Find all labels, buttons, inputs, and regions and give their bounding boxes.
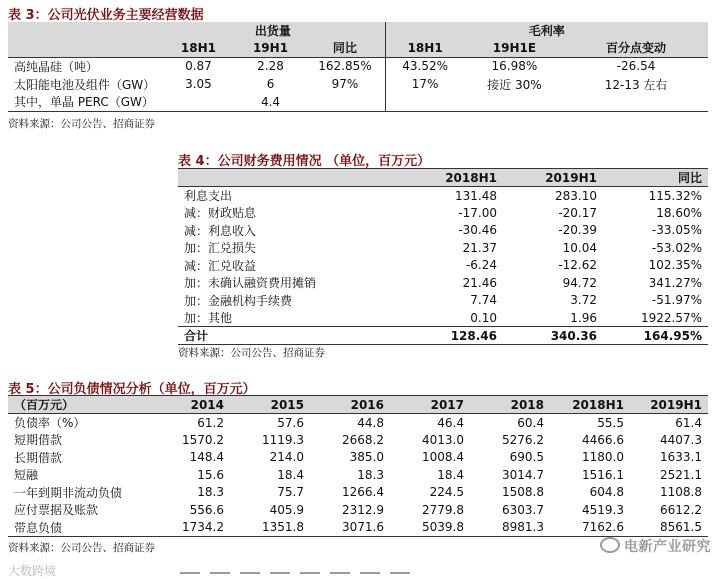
table-cell: 341.27% bbox=[648, 275, 702, 290]
row-label: 太阳能电池及组件（GW） bbox=[14, 77, 156, 92]
table-cell: 164.95% bbox=[643, 328, 702, 343]
table-cell: -30.46 bbox=[458, 223, 497, 238]
table-cell: -20.39 bbox=[558, 223, 597, 238]
table-row bbox=[178, 309, 708, 327]
row-label: 减：利息收入 bbox=[184, 223, 257, 238]
table-cell: 4.4 bbox=[260, 94, 281, 109]
table-cell: 1.96 bbox=[570, 310, 597, 325]
table-cell: 75.7 bbox=[277, 485, 304, 500]
table-cell: 94.72 bbox=[562, 275, 597, 290]
table-cell: -51.97% bbox=[651, 293, 702, 308]
table-row bbox=[178, 257, 708, 275]
table-cell: 162.85% bbox=[318, 59, 372, 74]
table3-caption-title: ：公司光伏业务主要经营数据 bbox=[34, 8, 204, 23]
table-cell: 1508.8 bbox=[502, 485, 544, 500]
row-label: 带息负债 bbox=[14, 520, 63, 535]
table-cell: 4013.0 bbox=[422, 432, 464, 447]
table-cell: 2779.8 bbox=[422, 502, 464, 517]
row-label: 加：汇兑损失 bbox=[184, 241, 257, 256]
table-cell: 17% bbox=[385, 75, 465, 93]
table-cell: 115.32% bbox=[648, 188, 702, 203]
table-cell: 18.3 bbox=[197, 485, 224, 500]
table-row bbox=[8, 501, 708, 519]
table-cell: 148.4 bbox=[189, 450, 224, 465]
table-cell: 556.6 bbox=[189, 502, 224, 517]
table-cell bbox=[305, 93, 385, 111]
table-cell: -53.02% bbox=[651, 240, 702, 255]
table3-col-head: 19H1 bbox=[252, 40, 289, 55]
row-label: 短融 bbox=[14, 468, 39, 483]
table5-caption-title: ：公司负债情况分析（单位，百万元） bbox=[34, 382, 256, 397]
table-cell: 15.6 bbox=[197, 467, 224, 482]
table-row bbox=[178, 204, 708, 222]
table5-source: 资料来源：公司公告、招商证券 bbox=[8, 542, 155, 554]
table3-group-margin: 毛利率 bbox=[385, 22, 708, 39]
table-cell bbox=[161, 93, 236, 111]
table-cell: 8561.5 bbox=[660, 520, 702, 534]
table-cell: 60.4 bbox=[517, 415, 544, 430]
table-total-row bbox=[178, 327, 708, 345]
row-label: 加：未确认融资费用摊销 bbox=[184, 276, 317, 291]
table5-col-head: 2016 bbox=[350, 397, 384, 412]
table-cell: 1108.8 bbox=[660, 485, 702, 500]
table-cell: 43.52% bbox=[385, 57, 465, 75]
table-cell: 16.98% bbox=[491, 59, 538, 74]
table3-col-head: 19H1E bbox=[492, 40, 537, 55]
table-cell: 18.3 bbox=[357, 467, 384, 482]
table-cell bbox=[465, 93, 564, 111]
table4-col-head: 2018H1 bbox=[445, 170, 497, 185]
table5-col-head: 2019H1 bbox=[650, 397, 702, 412]
table-row bbox=[178, 187, 708, 205]
table-row bbox=[8, 414, 708, 432]
table-cell: 4466.6 bbox=[582, 432, 624, 447]
row-label: 减：财政贴息 bbox=[184, 206, 257, 221]
table-cell: -17.00 bbox=[458, 205, 497, 220]
table-cell: 10.04 bbox=[562, 240, 597, 255]
table-cell: 0.10 bbox=[470, 310, 497, 325]
table-row bbox=[178, 292, 708, 310]
table-cell: 1570.2 bbox=[182, 432, 224, 447]
table-cell: 21.46 bbox=[462, 275, 497, 290]
table-cell: 18.60% bbox=[656, 205, 702, 220]
table5-col-head: 2018 bbox=[510, 397, 544, 412]
wechat-icon bbox=[600, 537, 620, 553]
table-cell: 61.4 bbox=[675, 415, 702, 430]
table4-caption-title: ：公司财务费用情况 （单位，百万元） bbox=[204, 154, 431, 169]
table-cell: 18.4 bbox=[277, 467, 304, 482]
table-row bbox=[8, 57, 708, 75]
divider bbox=[180, 572, 420, 574]
table5-col-head: 2018H1 bbox=[572, 397, 624, 412]
table-cell: 131.48 bbox=[455, 188, 497, 203]
wechat-watermark bbox=[600, 536, 711, 556]
table-cell: 3.72 bbox=[570, 293, 597, 308]
table-cell: 3.05 bbox=[185, 77, 212, 91]
table-cell: 3014.7 bbox=[502, 467, 544, 482]
table4-caption bbox=[178, 150, 430, 169]
table4 bbox=[178, 168, 708, 345]
table-row bbox=[8, 75, 708, 93]
table3-caption bbox=[8, 4, 204, 23]
table-cell: 6303.7 bbox=[502, 502, 544, 517]
table-cell: -12.62 bbox=[558, 258, 597, 273]
table3-caption-label: 表 3 bbox=[8, 8, 35, 23]
table-cell: 57.6 bbox=[277, 415, 304, 430]
table-cell: 1922.57% bbox=[640, 310, 702, 325]
table-cell: 385.0 bbox=[349, 450, 384, 465]
table-cell: 接近 30% bbox=[487, 77, 542, 92]
table-cell: 8981.3 bbox=[502, 520, 544, 534]
table-cell: 1266.4 bbox=[342, 485, 384, 500]
table-cell: 1516.1 bbox=[582, 467, 624, 482]
table4-caption-label: 表 4 bbox=[178, 154, 205, 169]
row-label: 长期借款 bbox=[14, 450, 63, 465]
table-cell: 2668.2 bbox=[342, 432, 384, 447]
row-label: 高纯晶硅（吨） bbox=[14, 59, 99, 74]
table3-group-shipment: 出货量 bbox=[254, 24, 291, 38]
table-cell: 5039.8 bbox=[422, 520, 464, 534]
table-row bbox=[178, 274, 708, 292]
table-cell: 6612.2 bbox=[660, 502, 702, 517]
table-cell: -6.24 bbox=[465, 258, 497, 273]
table-cell: 6 bbox=[266, 77, 275, 91]
table-row bbox=[8, 466, 708, 484]
row-label: 一年到期非流动负债 bbox=[14, 485, 123, 500]
table-row bbox=[178, 222, 708, 240]
table4-col-head bbox=[178, 169, 398, 187]
table3-source: 资料来源：公司公告、招商证券 bbox=[8, 118, 155, 130]
table-cell: 7162.6 bbox=[582, 520, 624, 534]
table-cell: 102.35% bbox=[648, 258, 702, 273]
table-cell: 405.9 bbox=[269, 502, 304, 517]
table-cell: 61.2 bbox=[197, 415, 224, 430]
table-cell: 604.8 bbox=[589, 485, 624, 500]
table-cell: 46.4 bbox=[437, 415, 464, 430]
table-cell: 2521.1 bbox=[660, 467, 702, 482]
table5 bbox=[8, 395, 708, 537]
table-cell: 1008.4 bbox=[422, 450, 464, 465]
table-cell: -20.17 bbox=[558, 205, 597, 220]
table-cell: 2312.9 bbox=[342, 502, 384, 517]
table3 bbox=[8, 22, 708, 112]
table-cell: 214.0 bbox=[269, 450, 304, 465]
table-row bbox=[178, 239, 708, 257]
table-cell: 1734.2 bbox=[182, 520, 224, 534]
table-cell: 283.10 bbox=[555, 188, 597, 203]
watermark-text: 电新产业研究 bbox=[624, 539, 711, 555]
table-row bbox=[8, 519, 708, 537]
table3-col-head: 同比 bbox=[332, 41, 357, 56]
table-cell: 690.5 bbox=[509, 450, 544, 465]
table5-col-head: 2017 bbox=[430, 397, 464, 412]
table4-col-head: 2019H1 bbox=[545, 170, 597, 185]
table5-caption-label: 表 5 bbox=[8, 382, 35, 397]
table-cell: 2.28 bbox=[257, 59, 284, 74]
table-cell: 0.87 bbox=[185, 59, 212, 74]
row-label: 加：金融机构手续费 bbox=[184, 293, 293, 308]
table-cell: 55.5 bbox=[597, 415, 624, 430]
row-label: 加：其他 bbox=[184, 311, 233, 325]
table-row bbox=[8, 431, 708, 449]
row-label: 其中，单晶 PERC（GW） bbox=[14, 95, 154, 110]
table-cell: 12-13 左右 bbox=[604, 77, 668, 92]
table-cell: 5276.2 bbox=[502, 432, 544, 447]
table-cell: 44.8 bbox=[357, 415, 384, 430]
table-cell: 97% bbox=[331, 77, 359, 91]
table3-col-head: 18H1 bbox=[180, 40, 216, 55]
table4-source: 资料来源：公司公告、招商证券 bbox=[178, 347, 325, 359]
table-cell: 1633.1 bbox=[660, 450, 702, 465]
row-label: 利息支出 bbox=[184, 189, 233, 203]
row-label: 减：汇兑收益 bbox=[184, 258, 257, 273]
row-label: 负债率（%） bbox=[14, 416, 86, 430]
table3-col-head: 百分点变动 bbox=[606, 41, 667, 56]
table-cell: 1351.8 bbox=[262, 520, 304, 534]
table-cell bbox=[385, 93, 465, 111]
table-cell: -33.05% bbox=[651, 223, 702, 238]
table-cell: 3071.6 bbox=[342, 520, 384, 534]
table5-col-head: 2014 bbox=[190, 397, 224, 412]
table-cell: 18.4 bbox=[437, 467, 464, 482]
row-label: 短期借款 bbox=[14, 433, 63, 448]
table-cell: 1180.0 bbox=[582, 450, 624, 465]
table-cell: 4407.3 bbox=[660, 432, 702, 447]
table-cell: 4519.3 bbox=[582, 502, 624, 517]
table-row bbox=[8, 449, 708, 467]
table3-col-head: 18H1 bbox=[385, 39, 465, 57]
table-cell: 224.5 bbox=[429, 485, 464, 500]
table-cell bbox=[564, 93, 708, 111]
row-label: 应付票据及账款 bbox=[14, 503, 99, 518]
table5-col-head: （百万元） bbox=[14, 398, 75, 412]
table-row bbox=[8, 484, 708, 502]
table-cell: 7.74 bbox=[470, 293, 497, 308]
corner-watermark: 大数跨境 bbox=[8, 564, 57, 578]
row-label: 合计 bbox=[184, 329, 209, 343]
table-row bbox=[8, 93, 708, 111]
table-cell: 340.36 bbox=[550, 328, 597, 343]
table5-col-head: 2015 bbox=[270, 397, 304, 412]
table4-col-head: 同比 bbox=[677, 171, 702, 185]
table-cell: 21.37 bbox=[462, 240, 497, 255]
table-cell: 1119.3 bbox=[262, 432, 304, 447]
table-cell: -26.54 bbox=[616, 59, 656, 74]
table-cell: 128.46 bbox=[450, 328, 497, 343]
